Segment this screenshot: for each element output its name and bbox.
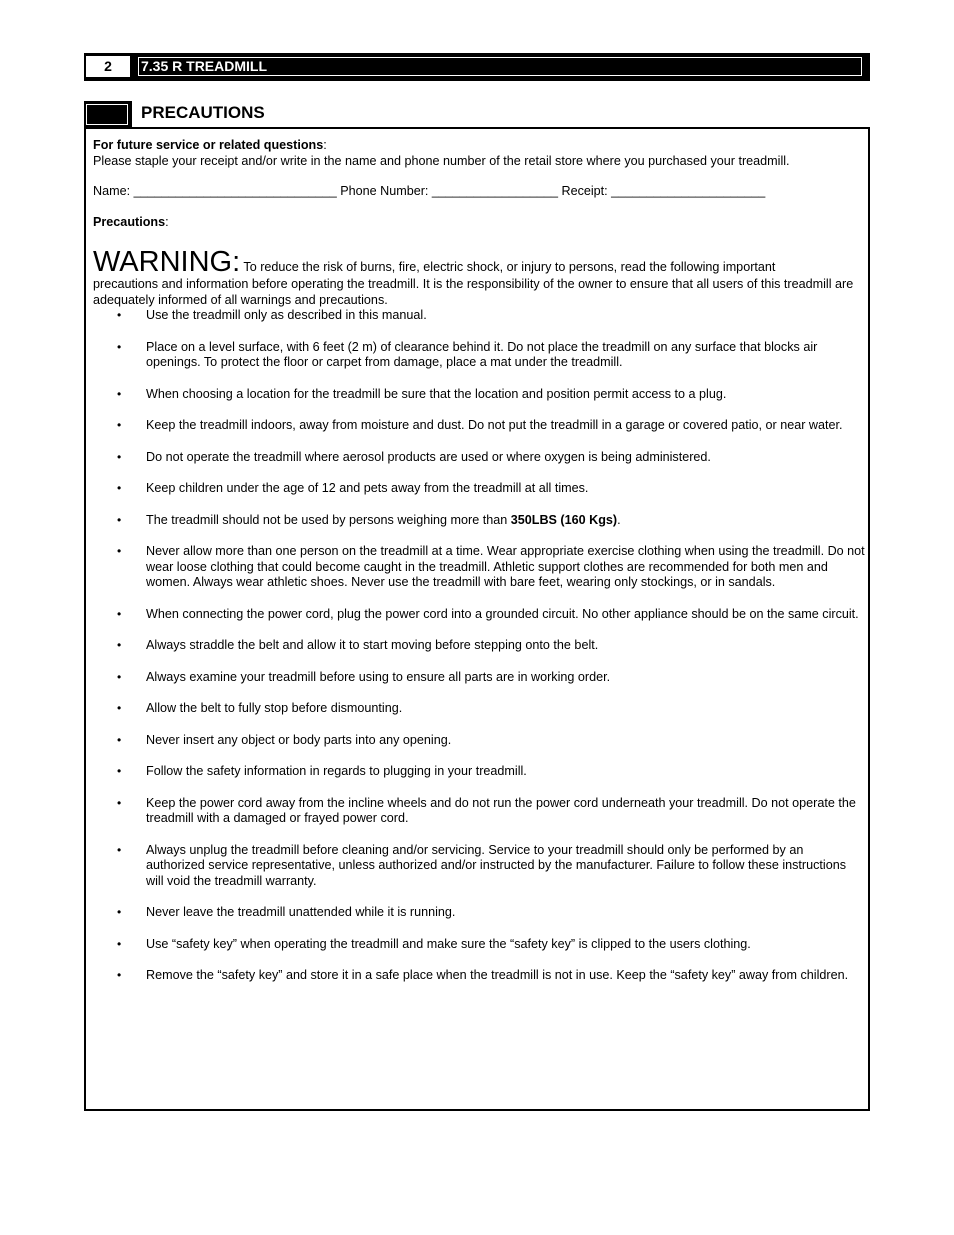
bullet-icon: • (117, 732, 122, 747)
precautions-heading-line: Precautions: (93, 214, 169, 229)
list-item: • Always examine your treadmill before using to ensure all parts are in working order. (117, 669, 611, 684)
list-item-weight-limit: • The treadmill should not be used by persons weighing more than 350LBS (160 Kgs). (117, 512, 621, 527)
list-item: • Keep the power cord away from the incline wheels and do not run the power cord underneath your treadmill. Do not operate the treadmill with a damaged or frayed power cord. (117, 795, 856, 825)
list-item: • When choosing a location for the treadmill be sure that the location and position permit access to a plug. (117, 386, 727, 401)
warning-paragraph: WARNING: To reduce the risk of burns, fire, electric shock, or injury to persons, read the following important precautions and information before operating the treadmill. It is the responsibility of the owner to ensure that all users of this treadmill are adequately informed of all warnings and precautions. (93, 246, 854, 307)
bullet-icon: • (117, 606, 122, 621)
precautions-heading: Precautions (93, 214, 166, 229)
bullet-icon: • (117, 905, 122, 919)
weight-limit: 350LBS (160 Kgs) (510, 512, 618, 527)
service-text: Please staple your receipt and/or write in the name and phone number of the retail store where you purchased your treadmill. (93, 153, 790, 168)
bullet-icon: • (117, 544, 122, 558)
bullet-icon: • (117, 701, 122, 715)
service-heading-line: For future service or related questions: (93, 138, 327, 152)
page-number: 2 (86, 56, 130, 77)
list-item: • Keep the treadmill indoors, away from moisture and dust. Do not put the treadmill in a garage or covered patio, or near water. (117, 418, 843, 432)
section-tab-marker (84, 101, 132, 129)
list-item: • Always straddle the belt and allow it to start moving before stepping onto the belt. (117, 638, 599, 652)
list-item: • Use the treadmill only as described in this manual. (117, 308, 427, 322)
bullet-icon: • (117, 481, 122, 495)
list-item: • Never leave the treadmill unattended while it is running. (117, 905, 456, 919)
list-item: • Do not operate the treadmill where aerosol products are used or where oxygen is being administered. (117, 449, 711, 464)
list-item: • Remove the “safety key” and store it in a safe place when the treadmill is not in use. Keep the “safety key” away from children. (117, 968, 849, 982)
bullet-icon: • (117, 936, 122, 951)
bullet-icon: • (117, 842, 122, 857)
list-item: • Follow the safety information in regards to plugging in your treadmill. (117, 764, 527, 778)
list-item: • Use “safety key” when operating the treadmill and make sure the “safety key” is clipped to the users clothing. (117, 936, 751, 951)
bullet-icon: • (117, 418, 122, 432)
list-item: • When connecting the power cord, plug the power cord into a grounded circuit. No other appliance should be on the same circuit. (117, 606, 859, 621)
bullet-icon: • (117, 795, 122, 810)
precautions-content (93, 138, 865, 1000)
bullet-icon: • (117, 764, 122, 778)
service-form-line: Name: _____________________________ Phone Number: __________________ Receipt: ______________________ (93, 184, 766, 198)
bullet-icon: • (117, 638, 122, 652)
list-item: • Place on a level surface, with 6 feet (2 m) of clearance behind it. Do not place the treadmill on any surface that blocks air openings. To protect the floor or carpet from damage, place a mat under the treadmill. (117, 339, 818, 369)
service-heading: For future service or related questions (93, 138, 324, 152)
list-item: • Never insert any object or body parts into any opening. (117, 732, 452, 747)
bullet-icon: • (117, 968, 122, 982)
bullet-icon: • (117, 308, 122, 322)
section-title: PRECAUTIONS (141, 103, 265, 122)
page-header (84, 53, 870, 81)
bullet-icon: • (117, 512, 122, 527)
list-item: • Always unplug the treadmill before cleaning and/or servicing. Service to your treadmill should only be performed by an authorized service representative, unless authorized and/or instructed by the manufacturer. Failure to follow these instructions will void the treadmill warranty. (117, 842, 847, 888)
bullet-icon: • (117, 449, 122, 464)
bullet-icon: • (117, 339, 122, 354)
bullet-icon: • (117, 386, 122, 401)
manual-title: 7.35 R TREADMILL (138, 57, 862, 76)
list-item: • Never allow more than one person on the treadmill at a time. Wear appropriate exercise clothing when using the treadmill. Do not wear loose clothing that could become caught in the treadmill. Athletic support clothes are recommended for both men and women. Always wear athletic shoes. Never use the treadmill with bare feet, wearing only stockings, or in sandals. (117, 544, 865, 589)
precautions-list (93, 308, 865, 984)
warning-word: WARNING: (93, 246, 241, 278)
list-item: • Allow the belt to fully stop before dismounting. (117, 701, 403, 715)
bullet-icon: • (117, 669, 122, 684)
list-item: • Keep children under the age of 12 and pets away from the treadmill at all times. (117, 481, 589, 495)
